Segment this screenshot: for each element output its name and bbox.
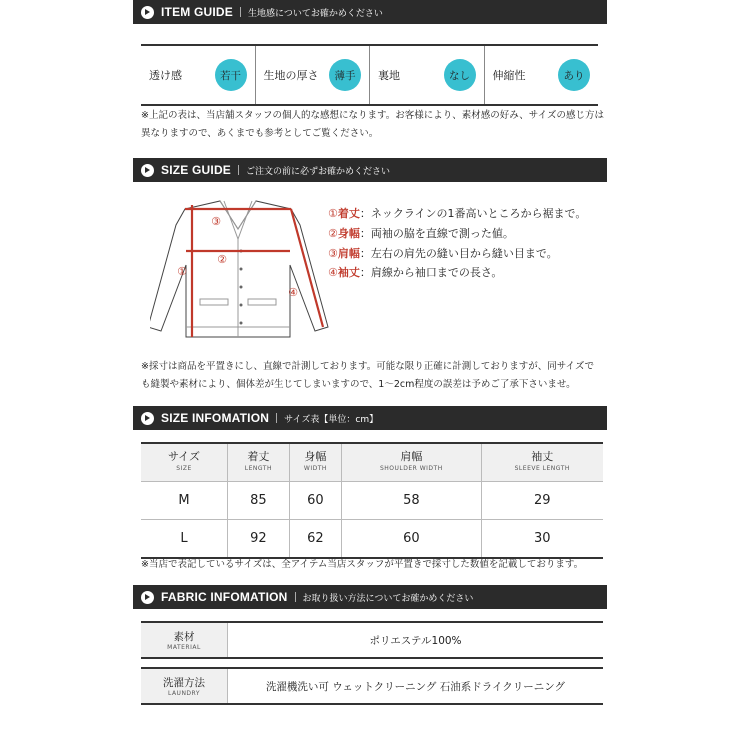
figure-label-shoulder: ③ — [211, 215, 221, 228]
column-header-length: 着丈 LENGTH — [228, 443, 290, 482]
size-guide-note — [141, 358, 594, 394]
guide-label: 伸縮性 — [492, 69, 526, 82]
size-guide-item-shoulder — [328, 245, 558, 263]
note-line: ※当店で表記しているサイズは、全アイテム当店スタッフが平置きで採寸した数値を記載しております。 — [141, 559, 584, 570]
item-text: ：両袖の脇を直線で測った値。 — [359, 227, 514, 240]
guide-label: 透け感 — [149, 69, 182, 82]
item-guide-header — [133, 0, 607, 24]
section-title: ITEM GUIDE — [161, 5, 234, 19]
play-arrow-icon — [141, 164, 154, 177]
item-number: ④ — [328, 266, 338, 279]
guide-cell-lining — [369, 46, 484, 104]
fabric-row-material — [141, 621, 603, 659]
fabric-row-laundry — [141, 667, 603, 705]
size-guide-item-length — [328, 205, 586, 223]
item-text: ：左右の肩先の縫い目から縫い目まで。 — [359, 247, 558, 260]
size-guide-header — [133, 158, 607, 182]
item-text: ：ネックラインの1番高いところから裾まで。 — [359, 207, 587, 220]
button — [240, 268, 243, 271]
column-header-width: 身幅 WIDTH — [289, 443, 341, 482]
note-line: ※上記の表は、当店舗スタッフの個人的な感想になります。お客様により、素材感の好み、サイズの感じ方は — [141, 110, 605, 121]
table-cell: 58 — [342, 482, 481, 520]
table-header-row — [141, 443, 603, 482]
figure-label-length: ① — [177, 265, 187, 278]
item-number: ② — [328, 227, 338, 240]
size-table — [141, 442, 603, 559]
figure-label-width: ② — [217, 253, 227, 266]
section-title: FABRIC INFOMATION — [161, 590, 288, 604]
play-arrow-icon — [141, 412, 154, 425]
table-cell: M — [141, 482, 228, 520]
divider — [238, 165, 239, 175]
guide-badge: 若干 — [215, 59, 247, 91]
table-cell: 92 — [228, 520, 290, 559]
note-line: ※採寸は商品を平置きにし、直線で計測しております。可能な限り正確に計測しておりますが、同サイズで — [141, 361, 594, 372]
guide-cell-sheerness — [141, 46, 255, 104]
divider — [276, 413, 277, 423]
section-title: SIZE GUIDE — [161, 163, 232, 177]
fabric-value: ポリエステル100% — [369, 634, 462, 647]
item-key: 身幅 — [337, 227, 360, 240]
section-subtitle: ご注文の前に必ずお確かめください — [246, 166, 391, 177]
item-number: ③ — [328, 247, 338, 260]
fabric-info-header — [133, 585, 607, 609]
figure-label-sleeve: ④ — [288, 286, 298, 299]
guide-cell-thickness — [255, 46, 370, 104]
fabric-label: 洗濯方法 — [163, 677, 205, 689]
item-key: 袖丈 — [337, 266, 360, 279]
fabric-value: 洗濯機洗い可 ウェットクリーニング 石油系ドライクリーニング — [265, 680, 566, 693]
button — [240, 304, 243, 307]
size-info-note — [141, 556, 583, 574]
table-cell: L — [141, 520, 228, 559]
item-guide-note — [141, 107, 604, 143]
guide-label: 生地の厚さ — [263, 69, 319, 82]
column-header-size: サイズ SIZE — [141, 443, 228, 482]
item-guide-table — [141, 44, 598, 106]
item-key: 肩幅 — [337, 247, 360, 260]
fabric-row-header — [141, 623, 228, 657]
size-guide-item-sleeve — [328, 264, 502, 282]
guide-cell-stretch — [484, 46, 599, 104]
button — [240, 286, 243, 289]
column-header-sleeve: 袖丈 SLEEVE LENGTH — [481, 443, 603, 482]
play-arrow-icon — [141, 591, 154, 604]
button — [240, 322, 243, 325]
table-cell: 29 — [481, 482, 603, 520]
item-key: 着丈 — [337, 207, 360, 220]
table-cell: 30 — [481, 520, 603, 559]
section-subtitle: お取り扱い方法についてお確かめください — [302, 593, 474, 604]
table-cell: 62 — [289, 520, 341, 559]
item-text: ：肩線から袖口までの長さ。 — [359, 266, 503, 279]
section-subtitle: サイズ表【単位：cm】 — [284, 414, 379, 425]
divider — [295, 592, 296, 602]
fabric-label-en: MATERIAL — [167, 644, 201, 651]
table-cell: 85 — [228, 482, 290, 520]
cardigan-illustration — [150, 195, 330, 345]
guide-badge: なし — [444, 59, 476, 91]
table-row — [141, 520, 603, 559]
section-subtitle: 生地感についてお確かめください — [248, 8, 383, 19]
note-line: も縫製や素材により、個体差が生じてしまいますので、1〜2cm程度の誤差は予めご了承下さいませ。 — [141, 379, 576, 390]
column-header-shoulder: 肩幅 SHOULDER WIDTH — [342, 443, 481, 482]
size-guide-item-width — [328, 225, 514, 243]
note-line: 異なりますので、あくまでも参考としてご覧ください。 — [141, 128, 379, 139]
fabric-row-header — [141, 669, 228, 703]
table-cell: 60 — [342, 520, 481, 559]
guide-badge: 薄手 — [329, 59, 361, 91]
item-number: ① — [328, 207, 338, 220]
fabric-label: 素材 — [173, 631, 195, 643]
guide-label: 裏地 — [378, 69, 400, 82]
divider — [240, 7, 241, 17]
fabric-label-en: LAUNDRY — [167, 690, 201, 697]
table-cell: 60 — [289, 482, 341, 520]
play-arrow-icon — [141, 6, 154, 19]
guide-badge: あり — [558, 59, 590, 91]
table-row — [141, 482, 603, 520]
size-info-header — [133, 406, 607, 430]
section-title: SIZE INFOMATION — [161, 411, 270, 425]
